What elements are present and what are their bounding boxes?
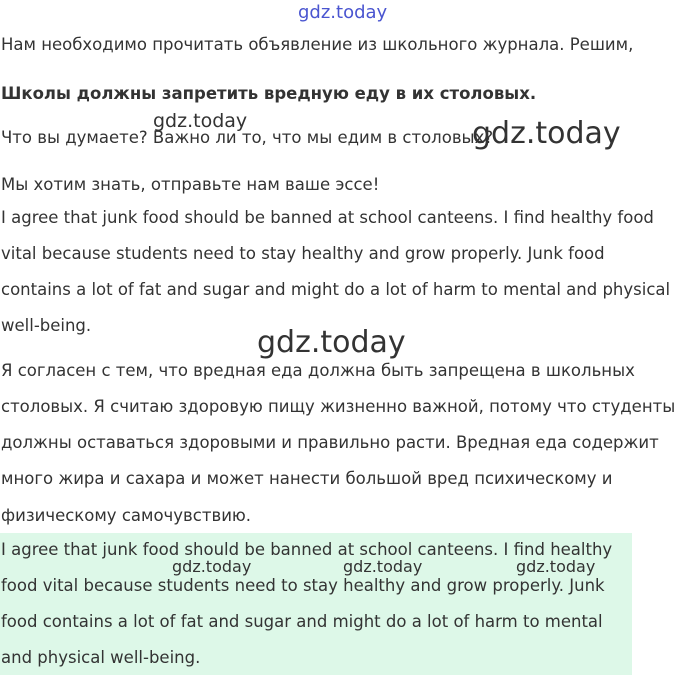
answer-line: food contains a lot of fat and sugar and might do a lot of harm to mental xyxy=(1,612,603,631)
watermark: gdz.today xyxy=(516,557,596,576)
question-text: Что вы думаете? Важно ли то, что мы едим в столовых? xyxy=(1,128,494,147)
essay-en-line: contains a lot of fat and sugar and might do a lot of harm to mental and physical xyxy=(1,280,671,299)
watermark: gdz.today xyxy=(343,557,423,576)
intro-text: Нам необходимо прочитать объявление из школьного журнала. Решим, xyxy=(1,35,634,54)
site-watermark-top[interactable]: gdz.today xyxy=(298,2,388,23)
essay-ru-line: физическому самочувствию. xyxy=(1,506,252,525)
essay-en-line: vital because students need to stay healthy and grow properly. Junk food xyxy=(1,244,605,263)
answer-line: and physical well-being. xyxy=(1,648,201,667)
watermark: gdz.today xyxy=(153,110,248,132)
essay-en-line: well-being. xyxy=(1,316,92,335)
watermark: gdz.today xyxy=(472,116,621,151)
answer-line: food vital because students need to stay healthy and grow properly. Junk xyxy=(1,576,605,595)
essay-ru-line: много жира и сахара и может нанести большой вред психическому и xyxy=(1,469,613,488)
essay-en-line: I agree that junk food should be banned at school canteens. I find healthy food xyxy=(1,208,654,227)
essay-ru-line: должны оставаться здоровыми и правильно расти. Вредная еда содержит xyxy=(1,433,659,452)
essay-ru-line: Я согласен с тем, что вредная еда должна быть запрещена в школьных xyxy=(1,361,635,380)
request-text: Мы хотим знать, отправьте нам ваше эссе! xyxy=(1,175,380,194)
essay-ru-line: столовых. Я считаю здоровую пищу жизненно важной, потому что студенты xyxy=(1,397,676,416)
watermark: gdz.today xyxy=(257,325,406,360)
answer-line: I agree that junk food should be banned at school canteens. I find healthy xyxy=(1,540,613,559)
announcement-heading: Школы должны запретить вредную еду в их столовых. xyxy=(1,84,537,103)
watermark: gdz.today xyxy=(172,557,252,576)
